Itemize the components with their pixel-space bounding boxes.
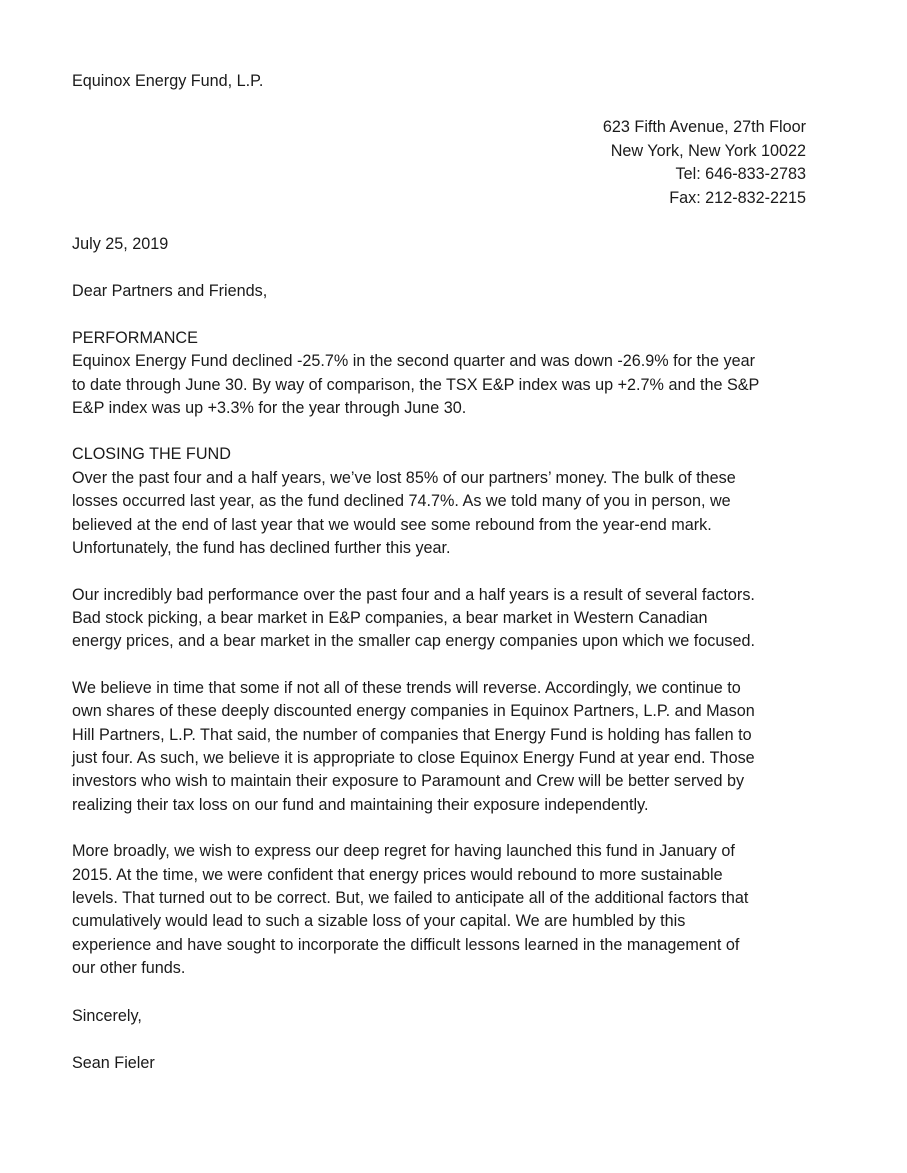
paragraph-line: experience and have sought to incorporate the difficult lessons learned in the management of <box>72 935 740 954</box>
paragraph-line: just four. As such, we believe it is appropriate to close Equinox Energy Fund at year end. Those <box>72 748 755 767</box>
salutation: Dear Partners and Friends, <box>72 282 268 301</box>
paragraph-line: levels. That turned out to be correct. But, we failed to anticipate all of the additional factors that <box>72 888 749 907</box>
paragraph-line: E&P index was up +3.3% for the year through June 30. <box>72 399 467 418</box>
paragraph <box>72 677 812 817</box>
letter-date: July 25, 2019 <box>72 235 169 254</box>
letter-page <box>72 70 812 1075</box>
firm-name: Equinox Energy Fund, L.P. <box>72 72 264 90</box>
paragraph <box>72 840 812 980</box>
paragraph-line: Bad stock picking, a bear market in E&P companies, a bear market in Western Canadian <box>72 608 708 627</box>
address-fax: Fax: 212-832-2215 <box>669 188 806 207</box>
paragraph <box>72 584 812 654</box>
paragraph <box>72 467 812 561</box>
section-closing-the-fund <box>72 443 812 980</box>
paragraph-line: realizing their tax loss on our fund and maintaining their exposure independently. <box>72 795 649 814</box>
paragraph-line: 2015. At the time, we were confident that energy prices would rebound to more sustainable <box>72 865 723 884</box>
paragraph-line: Unfortunately, the fund has declined further this year. <box>72 539 451 558</box>
address-block <box>72 116 806 210</box>
paragraph <box>72 350 812 420</box>
signature-name: Sean Fieler <box>72 1054 155 1072</box>
address-street: 623 Fifth Avenue, 27th Floor <box>602 118 806 137</box>
paragraph-line: Over the past four and a half years, we’ve lost 85% of our partners’ money. The bulk of these <box>72 468 736 487</box>
paragraph-line: own shares of these deeply discounted energy companies in Equinox Partners, L.P. and Mason <box>72 702 755 721</box>
paragraph-line: Hill Partners, L.P. That said, the number of companies that Energy Fund is holding has fallen to <box>72 725 752 744</box>
section-heading: CLOSING THE FUND <box>72 445 231 464</box>
paragraph-line: Our incredibly bad performance over the past four and a half years is a result of several factors. <box>72 585 755 604</box>
paragraph-line: We believe in time that some if not all of these trends will reverse. Accordingly, we continue to <box>72 678 741 697</box>
closing: Sincerely, <box>72 1006 142 1025</box>
paragraph-line: Equinox Energy Fund declined -25.7% in the second quarter and was down -26.9% for the year <box>72 352 755 371</box>
paragraph-line: our other funds. <box>72 959 186 978</box>
paragraph-line: believed at the end of last year that we would see some rebound from the year-end mark. <box>72 515 712 534</box>
section-heading: PERFORMANCE <box>72 328 198 347</box>
section-performance <box>72 327 812 421</box>
paragraph-line: energy prices, and a bear market in the smaller cap energy companies upon which we focused. <box>72 632 755 651</box>
paragraph-line: investors who wish to maintain their exposure to Paramount and Crew will be better served by <box>72 772 745 791</box>
address-telephone: Tel: 646-833-2783 <box>675 165 806 184</box>
paragraph-line: to date through June 30. By way of comparison, the TSX E&P index was up +2.7% and the S&P <box>72 375 760 394</box>
paragraph-line: More broadly, we wish to express our deep regret for having launched this fund in January of <box>72 842 735 861</box>
paragraph-line: losses occurred last year, as the fund declined 74.7%. As we told many of you in person, we <box>72 492 731 511</box>
paragraph-line: cumulatively would lead to such a sizable loss of your capital. We are humbled by this <box>72 912 686 931</box>
address-city: New York, New York 10022 <box>610 141 806 160</box>
